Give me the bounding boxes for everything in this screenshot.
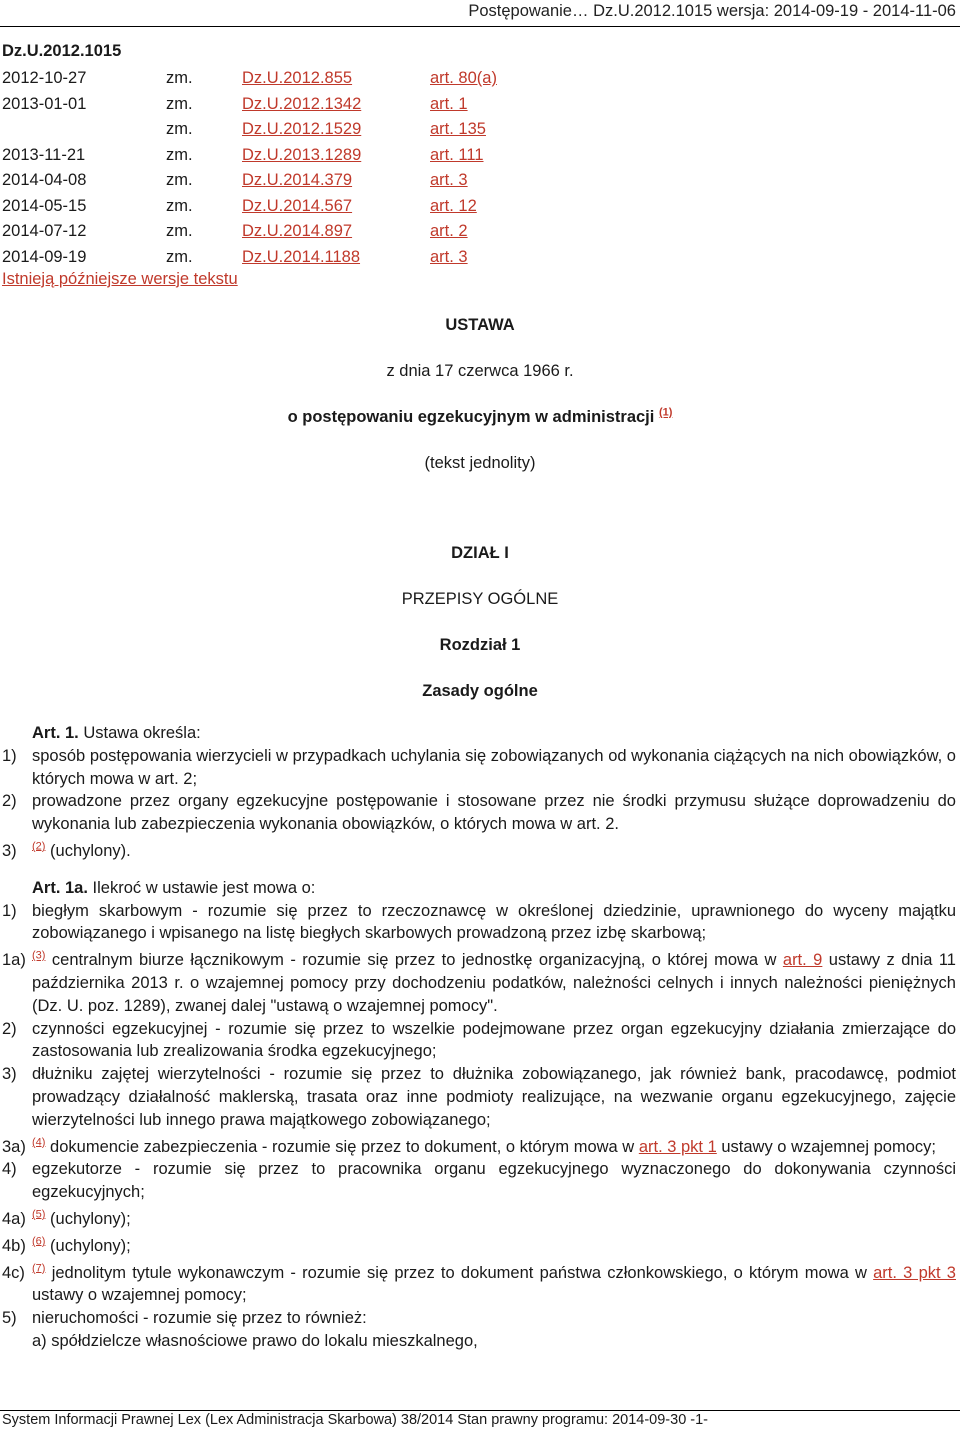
item-number: 1): [2, 746, 17, 765]
list-item: [2, 1158, 956, 1204]
list-item: [2, 900, 956, 946]
division-heading: DZIAŁ I: [451, 544, 509, 562]
amendment-ref-link[interactable]: Dz.U.2014.379: [242, 171, 353, 190]
amendment-date: 2013-01-01: [2, 94, 87, 113]
amendment-row: [2, 66, 497, 92]
item-text: dokumencie zabezpieczenia - rozumie się przez to dokument, o którym mowa w: [50, 1137, 635, 1156]
list-item: [2, 745, 956, 791]
footnote-link[interactable]: (5): [32, 1208, 46, 1221]
amendment-row: [2, 143, 497, 169]
article-label: Art. 1a.: [32, 878, 88, 897]
article-1-heading: [2, 722, 956, 745]
amendment-type: zm.: [166, 247, 193, 266]
footnote-link[interactable]: (1): [658, 406, 673, 419]
item-text: czynności egzekucyjnej - rozumie się przez to wszelkie podejmowane przez organ egzekucyjny działania zmierzające do zastosowania lub zrealizowania środka egzekucyjnego;: [32, 1019, 956, 1061]
amendment-type: zm.: [166, 222, 193, 241]
article-intro: Ilekroć w ustawie jest mowa o:: [92, 878, 316, 897]
article-intro: Ustawa określa:: [83, 724, 201, 742]
article-label: Art. 1.: [32, 724, 79, 742]
list-item: [2, 1063, 956, 1131]
list-item: [2, 949, 956, 1017]
article-1a-heading: [2, 877, 956, 900]
item-number: 5): [2, 1309, 17, 1328]
page-header: Postępowanie… Dz.U.2012.1015 wersja: 2014-09-19 - 2014-11-06: [468, 2, 956, 20]
list-item: [2, 1136, 956, 1159]
item-text: (uchylony).: [50, 841, 131, 860]
item-text: dłużniku zajętej wierzytelności - rozumie się przez to dłużnika zobowiązanego, jak również bank, pracodawcę, podmiot prowadzący działalność maklerską, trasata oraz inne podmioty realizujące, na wezwanie organu egzekucyjnego, zajęcie wierzytelności lub innego prawa majątkowego zobowiązanego;: [32, 1065, 956, 1129]
amendment-ref-link[interactable]: Dz.U.2013.1289: [242, 145, 362, 164]
amendment-row: [2, 168, 497, 194]
item-number: 4c): [2, 1263, 25, 1282]
chapter-heading: Rozdział 1: [439, 636, 521, 654]
list-item: [2, 1018, 956, 1064]
item-text: egzekutorze - rozumie się przez to pracownika organu egzekucyjnego wyznaczonego do dokonywania czynności egzekucyjnych;: [32, 1160, 956, 1202]
amendment-art-link[interactable]: art. 3: [430, 247, 468, 266]
amendment-art-link[interactable]: art. 1: [430, 94, 468, 113]
item-number: 4b): [2, 1236, 26, 1255]
consolidated-text-note: (tekst jednolity): [424, 454, 536, 472]
amendment-type: zm.: [166, 196, 193, 215]
division-name: PRZEPISY OGÓLNE: [401, 590, 559, 608]
amendment-type: zm.: [166, 94, 193, 113]
footnote-link[interactable]: (2): [32, 840, 46, 853]
item-number: 4a): [2, 1209, 26, 1228]
item-text: ustawy o wzajemnej pomocy;: [32, 1286, 247, 1305]
list-item: [2, 790, 956, 836]
act-type-heading: USTAWA: [445, 316, 515, 334]
amendment-type: zm.: [166, 69, 193, 88]
footnote-link[interactable]: (4): [32, 1136, 46, 1149]
amendment-ref-link[interactable]: Dz.U.2014.897: [242, 222, 353, 241]
act-date: z dnia 17 czerwca 1966 r.: [386, 362, 574, 380]
item-text: jednolitym tytule wykonawczym - rozumie się przez to dokument państwa członkowskiego, o którym mowa w: [51, 1263, 867, 1282]
amendment-date: 2014-05-15: [2, 196, 87, 215]
amendment-art-link[interactable]: art. 2: [430, 222, 468, 241]
item-number: 1): [2, 901, 17, 920]
amendment-date: 2014-07-12: [2, 222, 87, 241]
item-text: (uchylony);: [50, 1236, 131, 1255]
header-divider: [0, 26, 960, 27]
amendment-ref-link[interactable]: Dz.U.2014.1188: [242, 247, 361, 266]
later-versions-link[interactable]: Istnieją późniejsze wersje tekstu: [2, 270, 238, 288]
item-number: 4): [2, 1160, 17, 1179]
item-text: ustawy z dnia 11 października 2013 r. o wzajemnej pomocy przy dochodzeniu podatków, należności celnych i innych należności pieniężnych (Dz. U. poz. 1289), zwanej dalej "ustawą o wzajemnej pomocy".: [32, 951, 956, 1015]
amendment-art-link[interactable]: art. 135: [430, 120, 486, 139]
list-item: [2, 1262, 956, 1308]
amendment-row: [2, 194, 497, 220]
item-text: centralnym biurze łącznikowym - rozumie się przez to jednostkę organizacyjną, o której mowa w: [51, 951, 777, 970]
sub-item: a) spółdzielcze własnościowe prawo do lokalu mieszkalnego,: [32, 1331, 478, 1350]
item-number: 3): [2, 1065, 17, 1084]
item-number: 3a): [2, 1137, 26, 1156]
item-text: sposób postępowania wierzycieli w przypadkach uchylania się zobowiązanych od wykonania ciążących na nich obowiązków, o których mowa w art. 2;: [32, 746, 956, 788]
amendment-row: [2, 219, 497, 245]
amendment-art-link[interactable]: art. 12: [430, 196, 477, 215]
item-number: 2): [2, 792, 17, 811]
amendment-row: [2, 117, 497, 143]
list-item: [2, 1235, 956, 1258]
amendment-art-link[interactable]: art. 80(a): [430, 69, 497, 88]
amendment-ref-link[interactable]: Dz.U.2012.1342: [242, 94, 362, 113]
list-item: [2, 840, 956, 863]
item-text: (uchylony);: [50, 1209, 131, 1228]
item-text: biegłym skarbowym - rozumie się przez to rzeczoznawcę w określonej dziedzinie, uprawnionego do wyceny majątku zobowiązanego i wpisanego na listę biegłych skarbowych prowadzoną przez izbę skarbową;: [32, 901, 956, 943]
act-title-text: o postępowaniu egzekucyjnym w administracji: [287, 408, 655, 426]
amendment-art-link[interactable]: art. 111: [430, 145, 484, 164]
footer-divider: [0, 1410, 960, 1411]
amendment-art-link[interactable]: art. 3: [430, 171, 468, 190]
amendment-type: zm.: [166, 145, 193, 164]
amendment-date: 2014-09-19: [2, 247, 87, 266]
amendment-type: zm.: [166, 120, 193, 139]
item-number: 1a): [2, 951, 26, 970]
article-link[interactable]: art. 9: [782, 951, 823, 970]
item-text: nieruchomości - rozumie się przez to również:: [32, 1309, 367, 1328]
article-link[interactable]: art. 3 pkt 1: [638, 1137, 717, 1156]
amendment-row: [2, 245, 497, 271]
item-text: ustawy o wzajemnej pomocy;: [721, 1137, 936, 1156]
footnote-link[interactable]: (3): [32, 949, 46, 962]
amendment-row: [2, 92, 497, 118]
act-title: [0, 408, 960, 427]
item-number: 2): [2, 1019, 17, 1038]
amendment-ref-link[interactable]: Dz.U.2012.1529: [242, 120, 362, 139]
document-id: Dz.U.2012.1015: [2, 42, 122, 60]
article-link[interactable]: art. 3 pkt 3: [873, 1263, 956, 1282]
amendment-date: 2012-10-27: [2, 69, 87, 88]
item-number: 3): [2, 841, 17, 860]
amendment-date: [2, 117, 166, 143]
chapter-name: Zasady ogólne: [422, 682, 538, 700]
list-item: [2, 1208, 956, 1231]
amendment-type: zm.: [166, 171, 193, 190]
amendment-ref-link[interactable]: Dz.U.2014.567: [242, 196, 353, 215]
list-item: [2, 1307, 956, 1330]
act-body: [2, 722, 956, 1353]
amendment-date: 2013-11-21: [2, 145, 86, 164]
amendment-date: 2014-04-08: [2, 171, 87, 190]
footnote-link[interactable]: (6): [32, 1235, 46, 1248]
amendment-ref-link[interactable]: Dz.U.2012.855: [242, 69, 353, 88]
footnote-link[interactable]: (7): [32, 1262, 46, 1275]
page-footer: System Informacji Prawnej Lex (Lex Administracja Skarbowa) 38/2014 Stan prawny programu: 2014-09-30 -1-: [2, 1412, 709, 1428]
amendments-table: [2, 66, 497, 270]
item-text: prowadzone przez organy egzekucyjne postępowanie i stosowane przez nie środki przymusu służące doprowadzeniu do wykonania lub zabezpieczenia wykonania obowiązków, o których mowa w art. 2.: [32, 792, 956, 834]
